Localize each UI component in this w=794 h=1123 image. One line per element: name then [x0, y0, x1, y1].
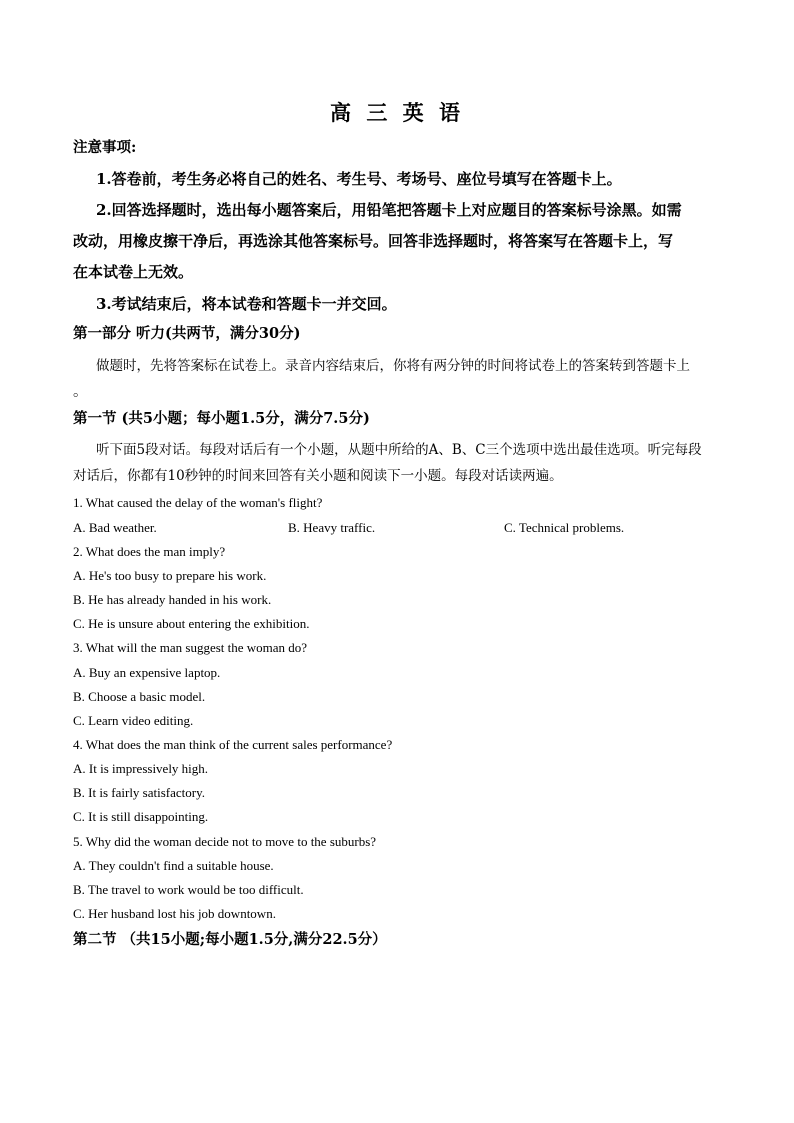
notice-item-2-end: 在本试卷上无效。	[73, 263, 194, 281]
option-b: B. The travel to work would be too difficult.	[73, 882, 304, 897]
question-5: 5. Why did the woman decide not to move to the suburbs?	[73, 834, 377, 849]
option-a: A. He's too busy to prepare his work.	[73, 568, 267, 583]
notice-item-1: 1.答卷前，考生务必将自己的姓名、考生号、考场号、座位号填写在答题卡上。	[96, 170, 622, 188]
option-a: A. It is impressively high.	[73, 761, 209, 776]
question-2: 2. What does the man imply?	[73, 544, 226, 559]
part1-heading: 第一部分 听力(共两节，满分30分)	[73, 325, 301, 342]
notice-heading: 注意事项:	[73, 139, 137, 156]
option-b: B. Choose a basic model.	[73, 689, 206, 704]
option-b: B. It is fairly satisfactory.	[73, 785, 206, 800]
option-b: B. He has already handed in his work.	[73, 592, 272, 607]
option-c: C. Learn video editing.	[73, 713, 194, 728]
option-c: C. Technical problems.	[504, 520, 625, 535]
section2-heading: 第二节 （共15小题;每小题1.5分,满分22.5分）	[73, 931, 387, 948]
question-3: 3. What will the man suggest the woman do?	[73, 640, 308, 655]
option-c: C. Her husband lost his job downtown.	[73, 906, 276, 921]
notice-item-2: 2.回答选择题时，选出每小题答案后，用铅笔把答题卡上对应题目的答案标号涂黑。如需	[96, 201, 682, 219]
part1-instruction: 做题时，先将答案标在试卷上。录音内容结束后，你将有两分钟的时间将试卷上的答案转到答题卡上	[96, 358, 690, 374]
option-b: B. Heavy traffic.	[288, 520, 376, 535]
section1-instruction-cont: 对话后，你都有10秒钟的时间来回答有关小题和阅读下一小题。每段对话读两遍。	[73, 468, 563, 484]
section1-instruction: 听下面5段对话。每段对话后有一个小题，从题中所给的A、B、C三个选项中选出最佳选项。听完每段	[96, 442, 702, 458]
part1-instruction-end: 。	[73, 384, 88, 400]
notice-item-2-cont: 改动，用橡皮擦干净后，再选涂其他答案标号。回答非选择题时，将答案写在答题卡上，写	[73, 232, 674, 250]
option-c: C. He is unsure about entering the exhibition.	[73, 616, 310, 631]
section1-heading: 第一节 (共5小题；每小题1.5分，满分7.5分)	[73, 410, 370, 427]
option-a: A. Buy an expensive laptop.	[73, 665, 221, 680]
page-title: 高 三 英 语	[330, 100, 464, 125]
question-4: 4. What does the man think of the current sales performance?	[73, 737, 393, 752]
option-c: C. It is still disappointing.	[73, 809, 209, 824]
question-1: 1. What caused the delay of the woman's flight?	[73, 495, 323, 510]
option-a: A. They couldn't find a suitable house.	[73, 858, 274, 873]
option-a: A. Bad weather.	[73, 520, 157, 535]
notice-item-3: 3.考试结束后，将本试卷和答题卡一并交回。	[96, 295, 397, 313]
